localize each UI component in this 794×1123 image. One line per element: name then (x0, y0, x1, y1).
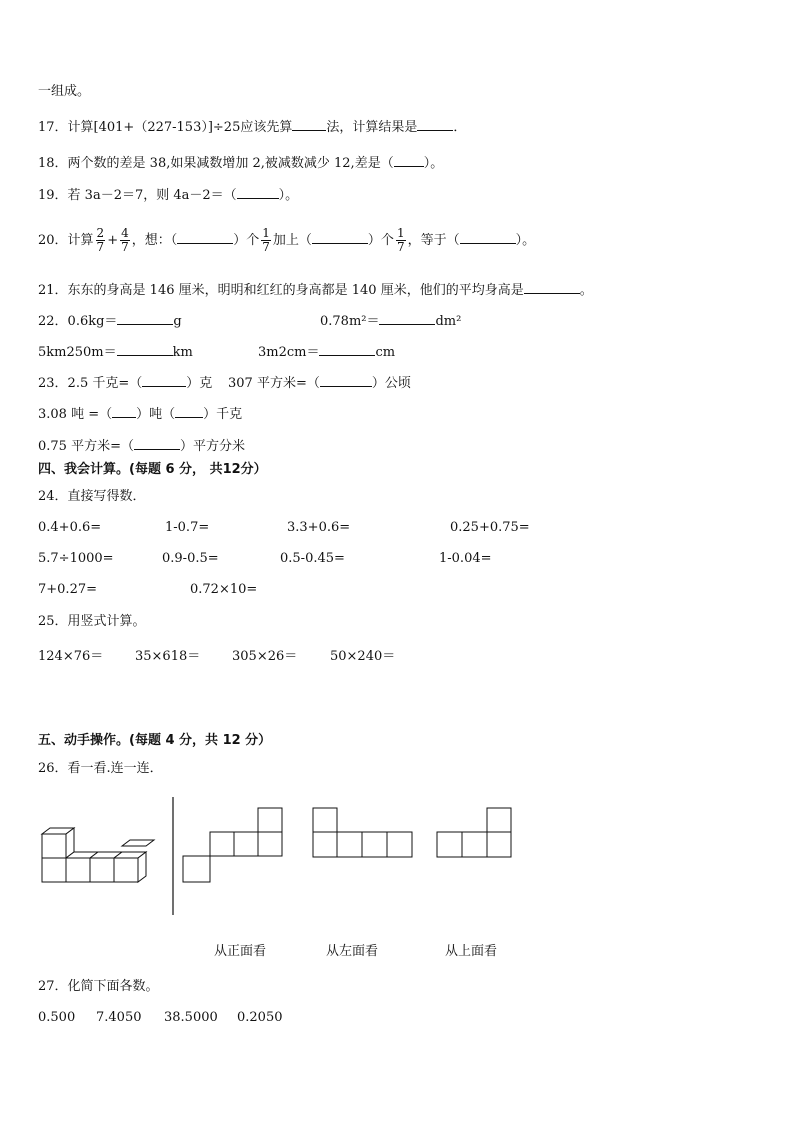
question-22-b: 0.78m²＝ dm² (320, 314, 462, 329)
expression: 1-0.7= (165, 520, 210, 535)
question-20: 20．计算 $\frac{2}{7}$ + $\frac{4}{7}$ ，想：（ ）个 $\frac{1}{7}$ 加上（ ）个 $\frac{1}{7}$ ，等于（ ）。 (38, 226, 536, 254)
expression: 0.72×10= (190, 582, 258, 597)
question-22-a: 22．0.6kg＝ g (38, 314, 182, 329)
number-item: 7.4050 (96, 1010, 142, 1025)
view-label-top: 从上面看 (445, 944, 498, 959)
answer-blank[interactable] (177, 231, 233, 244)
expression: 305×26＝ (232, 649, 298, 664)
fraction: $\frac{1}{7}$ (396, 226, 405, 254)
expression: 0.5-0.45= (280, 551, 345, 566)
question-26-title: 26．看一看.连一连． (38, 761, 163, 776)
fraction: $\frac{1}{7}$ (262, 226, 270, 254)
answer-blank[interactable] (134, 437, 180, 450)
question-27-title: 27．化简下面各数。 (38, 979, 159, 994)
view-grid-c (436, 807, 514, 861)
expression: 50×240＝ (330, 649, 396, 664)
cube-stack-figure (38, 828, 158, 888)
answer-blank[interactable] (312, 231, 368, 244)
fraction: $\frac{2}{7}$ (96, 226, 105, 254)
answer-blank[interactable] (320, 374, 372, 387)
question-17: 17．计算[401+（227-153）]÷25应该先算 法，计算结果是 ． (38, 120, 467, 135)
question-25-title: 25．用竖式计算。 (38, 614, 146, 629)
question-24-title: 24．直接写得数． (38, 489, 146, 504)
view-grid-a (182, 807, 284, 885)
fraction: $\frac{4}{7}$ (121, 226, 129, 254)
question-23-d: 0.75 平方米=（ ）平方分米 (38, 439, 245, 454)
number-item: 38.5000 (164, 1010, 218, 1025)
question-19: 19．若 3a－2＝7，则 4a－2＝（ ）。 (38, 188, 299, 203)
question-tail: 一组成。 (38, 84, 91, 99)
number-item: 0.500 (38, 1010, 76, 1025)
view-grid-b (312, 807, 414, 861)
view-label-left: 从左面看 (326, 944, 379, 959)
question-23-a: 23．2.5 千克=（ ）克 (38, 376, 213, 391)
expression: 7+0.27= (38, 582, 98, 597)
expression: 0.9-0.5= (162, 551, 219, 566)
divider-line (171, 797, 175, 917)
question-23-c: 3.08 吨 =（ ）吨（ ）千克 (38, 407, 243, 422)
expression: 0.4+0.6= (38, 520, 102, 535)
section-5-heading: 五、动手操作。(每题 4 分，共 12 分） (38, 733, 272, 748)
expression: 124×76＝ (38, 649, 104, 664)
answer-blank[interactable] (142, 374, 186, 387)
section-4-heading: 四、我会计算。(每题 6 分， 共12分） (38, 462, 267, 477)
answer-blank[interactable] (175, 405, 203, 418)
question-21: 21．东东的身高是 146 厘米，明明和红红的身高都是 140 厘米，他们的平均身高是 。 (38, 283, 593, 298)
answer-blank[interactable] (460, 231, 516, 244)
expression: 1-0.04= (439, 551, 492, 566)
question-22-d: 3m2cm＝ cm (258, 345, 396, 360)
answer-blank[interactable] (237, 186, 279, 199)
question-23-b: 307 平方米=（ ）公顷 (228, 376, 411, 391)
answer-blank[interactable] (417, 118, 453, 131)
answer-blank[interactable] (112, 405, 136, 418)
answer-blank[interactable] (524, 281, 580, 294)
question-18: 18．两个数的差是 38,如果减数增加 2,被减数减少 12,差是（ ）。 (38, 156, 444, 171)
answer-blank[interactable] (394, 154, 424, 167)
answer-blank[interactable] (319, 343, 375, 356)
expression: 3.3+0.6= (287, 520, 351, 535)
question-22-c: 5km250m＝ km (38, 345, 193, 360)
number-item: 0.2050 (237, 1010, 283, 1025)
answer-blank[interactable] (117, 343, 173, 356)
answer-blank[interactable] (117, 312, 173, 325)
view-label-front: 从正面看 (214, 944, 267, 959)
expression: 5.7÷1000= (38, 551, 114, 566)
answer-blank[interactable] (379, 312, 435, 325)
answer-blank[interactable] (292, 118, 326, 131)
expression: 0.25+0.75= (450, 520, 530, 535)
expression: 35×618＝ (135, 649, 201, 664)
